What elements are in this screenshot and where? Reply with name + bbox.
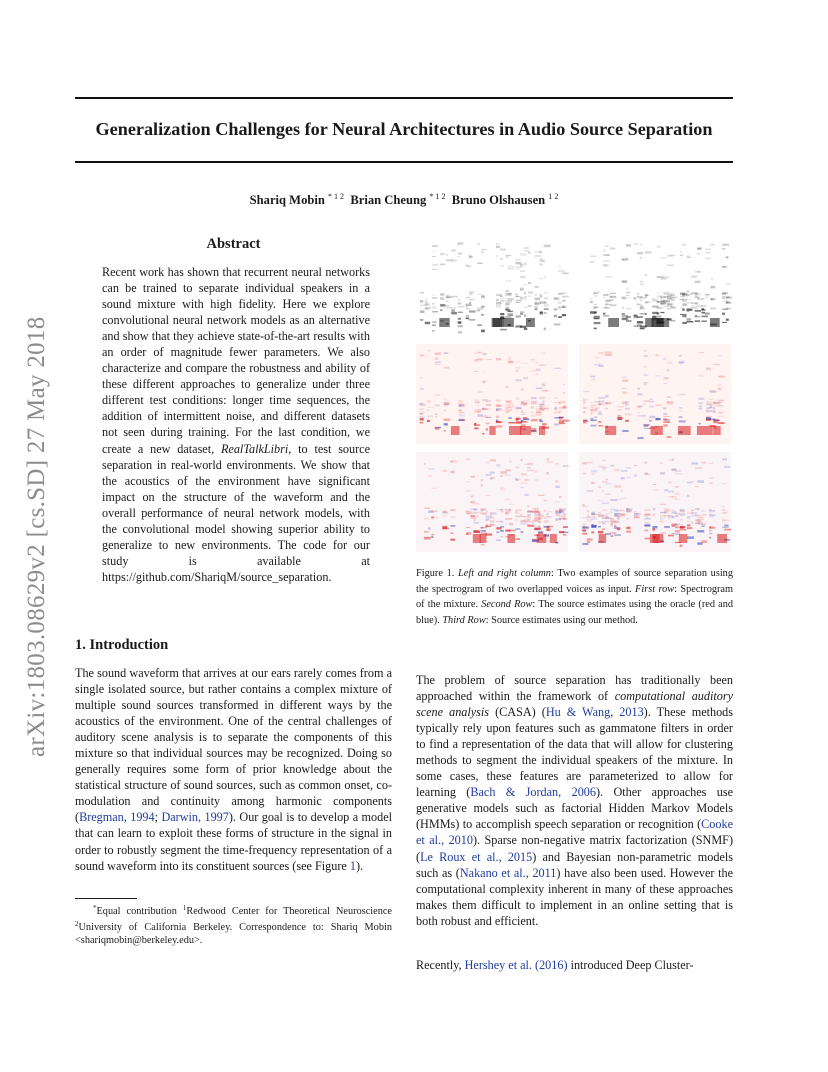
text-run: The problem of source separation has traditionally been approached within the framework of — [416, 673, 733, 704]
footnote-correspondence: University of California Berkeley. Correspondence to: Shariq Mobin <shariqmobin@berkeley.edu>. — [75, 922, 392, 946]
caption-text: : Source estimates using our method. — [485, 614, 638, 626]
body-paragraph — [416, 672, 733, 929]
caption-emphasis: Second Row — [481, 599, 533, 610]
footnote-divider — [75, 898, 137, 899]
caption-text: : The source estimates using the oracle (red and blue). — [416, 599, 733, 626]
caption-text: : Two examples of source separation using the spectrogram of two overlapped voices as input. — [416, 568, 733, 595]
footnote-equal: Equal contribution — [96, 906, 183, 917]
abstract-part: , to test source separation in real-world environments. We show that the acoustics of the environment have significant impact on the structure of the waveform and the overall performance of neural network models, with the convolutional model showing superior ability to generalize to new environments. The code for our study is available at https://github.com/ShariqM/source_separation. — [102, 441, 370, 584]
paper-title: Generalization Challenges for Neural Architectures in Audio Source Separation — [95, 119, 713, 139]
text-run: ) have also been used. However the computational complexity inherent in many of these approaches makes them difficult to implement in an online setting that is both robust and efficient. — [416, 865, 733, 928]
citation-link[interactable]: Hu & Wang, 2013 — [545, 705, 644, 720]
caption-label: Figure 1. — [416, 568, 455, 579]
author-name: Shariq Mobin — [249, 193, 325, 207]
arxiv-identifier: arXiv:1803.08629v2 [cs.SD] 27 May 2018 — [23, 316, 50, 757]
text-run: ). Other approaches use generative models such as factorial Hidden Markov Models (HMMs) to accomplish speech separation or recognition ( — [416, 785, 734, 832]
text-run: Recently, — [416, 958, 465, 972]
text-run: ). Sparse non-negative matrix factorization (SNMF) ( — [416, 833, 734, 864]
text-run: ). These methods typically rely upon features such as gammatone filters in order to find a representation of the data that will allow for clustering methods to segment the individual speakers of the mixture. In some cases, these features are parameterized to allow for learning ( — [416, 705, 734, 800]
citation-link[interactable]: Bregman, 1994 — [79, 810, 155, 825]
abstract-text — [102, 264, 370, 585]
text-run: The sound waveform that arrives at our ears rarely comes from a single isolated source, but rather contains a complex mixture of multiple sound sources transformed in different ways by the acoustics of the environment. One of the central challenges of auditory scene analysis is to separate the components of this mixture so that individual sources may be recognized. Doing so generally requires some form of prior knowledge about the statistical structure of sound sources, such as common onset, co-modulation and continuity among harmonic components ( — [75, 666, 392, 825]
section-heading-introduction: 1. Introduction — [75, 637, 169, 653]
text-run: ) and Bayesian non-parametric models such as ( — [416, 849, 733, 880]
caption-emphasis: Third Row — [442, 614, 486, 626]
title-rule-bottom — [75, 161, 733, 163]
text-run: (CASA) ( — [489, 705, 546, 720]
footnote-affiliation: Redwood Center for Theoretical Neuroscience — [186, 906, 392, 917]
citation-link[interactable]: Bach & Jordan, 2006 — [470, 785, 596, 800]
caption-emphasis: Left and right column — [458, 568, 551, 579]
footnote-mark: 1 — [182, 904, 187, 912]
figure-reference-link[interactable]: 1 — [349, 858, 356, 873]
text-emphasis: computational auditory scene analysis — [416, 689, 733, 720]
spectrogram-panels — [416, 234, 732, 562]
author-name: Brian Cheung — [350, 193, 427, 207]
citation-link[interactable]: Hershey et al. (2016) — [464, 958, 568, 972]
author-affiliation: 1 2 — [548, 192, 559, 201]
introduction-paragraph — [75, 665, 392, 874]
citation-link[interactable]: Cooke et al., 2010 — [416, 817, 733, 848]
author-affiliation: * 1 2 — [429, 192, 446, 201]
citation-link[interactable]: Le Roux et al., 2015 — [420, 849, 533, 864]
abstract-heading: Abstract — [206, 236, 261, 252]
author-name: Bruno Olshausen — [451, 193, 546, 207]
citation-link[interactable]: Darwin, 1997 — [161, 810, 229, 825]
figure-spectrogram-grid — [416, 234, 732, 562]
footnote-mark: 2 — [75, 920, 79, 928]
text-run: ). — [355, 858, 364, 873]
text-run: ). Our goal is to develop a model that can learn to exploit these forms of structure in the signal in order to robustly segment the time-frequency representation of a sound waveform into its constituent sources (see Figure — [75, 810, 393, 873]
author-list — [75, 192, 733, 208]
title-rule-top — [75, 97, 733, 99]
footnote-mark: * — [93, 904, 97, 912]
author-affiliation: * 1 2 — [328, 192, 345, 201]
caption-emphasis: First row — [635, 583, 675, 595]
body-paragraph — [416, 957, 733, 973]
abstract-part: Recent work has shown that recurrent neural networks can be trained to separate individual speakers in a sound mixture with high fidelity. Here we explore convolutional neural network models as an alternative and show that they achieve state-of-the-art results with an order of magnitude fewer parameters. We also characterize and compare the robustness and ability of these different approaches to generalize under three different test conditions: longer time sequences, the addition of intermittent noise, and different datasets not seen during training. For the last condition, we create a new dataset, — [102, 265, 370, 456]
dataset-name: RealTalkLibri — [220, 441, 289, 456]
text-run: introduced Deep Cluster- — [567, 958, 694, 972]
citation-link[interactable]: Nakano et al., 2011 — [459, 865, 557, 880]
caption-text: : Spectrogram of the mixture. — [416, 583, 733, 610]
text-run: ; — [154, 810, 162, 825]
figure-caption — [416, 566, 733, 628]
footnotes — [75, 902, 392, 947]
